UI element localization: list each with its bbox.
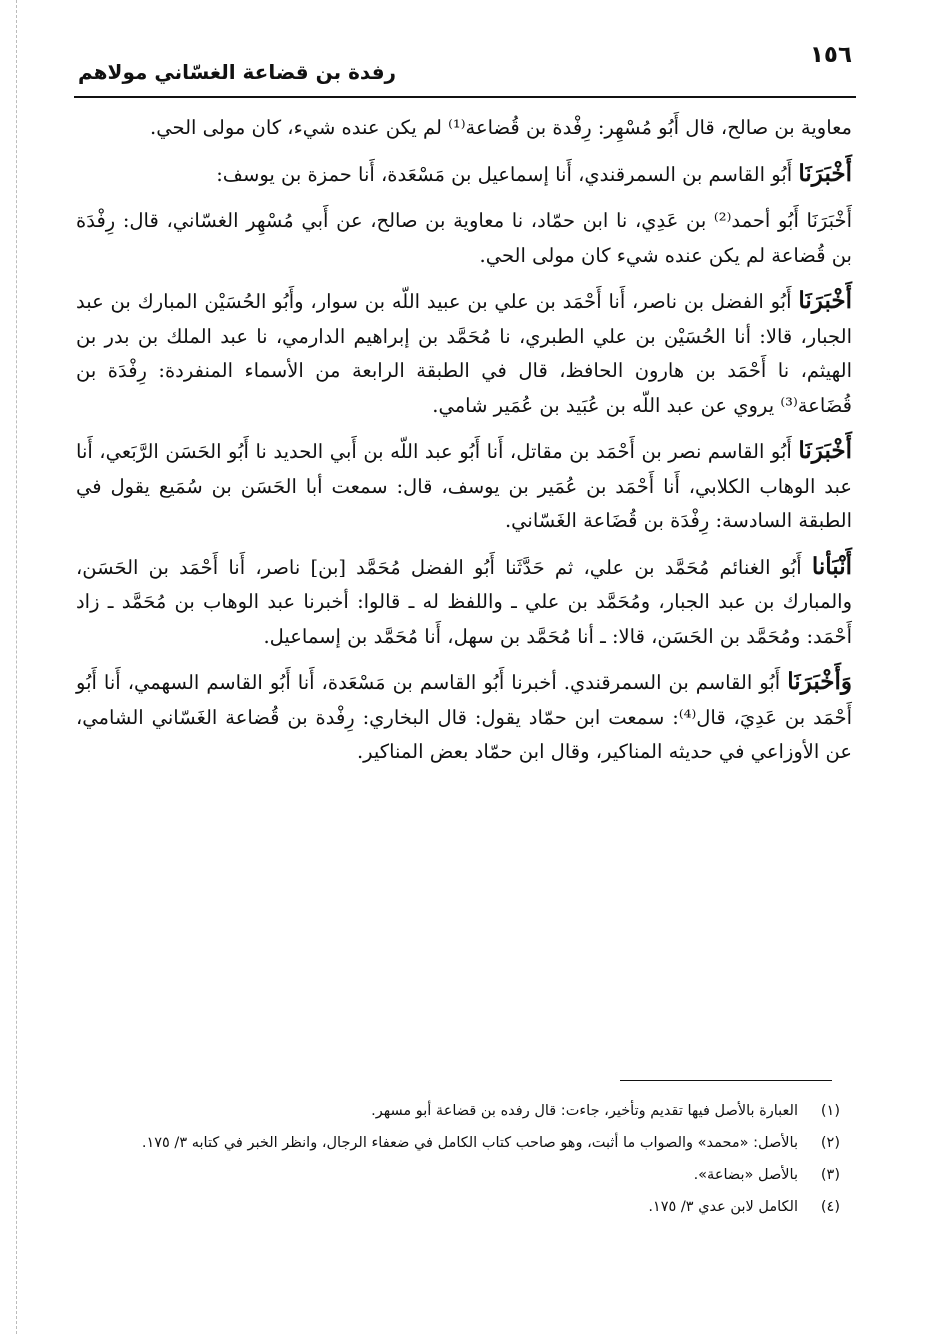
footnote-2: [76, 1130, 840, 1156]
paragraph-4: [76, 284, 852, 423]
footnote-number: (٤): [820, 1199, 840, 1215]
paragraph-5: [76, 434, 852, 539]
paragraph-lead: أَخْبَرَنَا: [798, 437, 852, 464]
footnote-number: (٣): [820, 1167, 840, 1183]
paragraph-text: أَبُو الغنائم مُحَمَّد بن علي، ثم حَدَّثَنا أَبُو الفضل مُحَمَّد [بن] ناصر، أَنا أَحْمَد بن الحَسَن، والمبارك بن عبد الجبار، ومُحَمَّد بن علي ـ واللفظ له ـ قالوا: أخبرنا عبد الوهاب بن مُحَمَّد ـ زاد أَحْمَد: ومُحَمَّد بن الحَسَن، قالا: ـ أنا مُحَمَّد بن سهل، أَنا مُحَمَّد بن إسماعيل.: [76, 555, 852, 648]
paragraph-6: [76, 550, 852, 655]
paragraph-lead: أَخْبَرَنَا: [798, 287, 852, 314]
paragraph-2: [76, 157, 852, 193]
footnote-text: الكامل لابن عدي ٣/ ١٧٥.: [648, 1199, 798, 1215]
page-number: ١٥٦: [809, 42, 852, 68]
paragraph-1: [76, 110, 852, 146]
paragraph-text: أَبُو القاسم بن السمرقندي، أَنا إسماعيل بن مَسْعَدة، أَنا حمزة بن يوسف:: [216, 162, 799, 186]
footnote-rule: [620, 1080, 832, 1081]
paragraph-lead: أَنْبَأنا: [811, 552, 852, 580]
footnote-1: [76, 1098, 840, 1124]
footnote-3: [76, 1162, 840, 1188]
paragraph-lead: أَخْبَرَنَا: [798, 159, 852, 187]
paragraph-text: أَبُو القاسم بن السمرقندي. أخبرنا أَبُو القاسم بن مَسْعَدة، أَنا أَبُو القاسم السهمي، أَنا أَبُو أَحْمَد بن عَدِيَ، قال⁽⁴⁾: سمعت ابن حمّاد يقول: قال البخاري: رِفْدة بن قُضاعة الغَسّاني الشامي، عن الأوزاعي في حديثه المناكير، وقال ابن حمّاد بعض المناكير.: [76, 671, 852, 763]
paragraph-7: [76, 665, 852, 770]
main-text: [76, 110, 852, 781]
header-rule: [74, 96, 856, 98]
paragraph-text: معاوية بن صالح، قال أَبُو مُسْهِر: رِفْدة بن قُضاعة⁽¹⁾ لم يكن عنده شيء، كان مولى الحي.: [150, 116, 852, 139]
footnote-4: [76, 1194, 840, 1220]
footnote-number: (٢): [820, 1135, 840, 1151]
paragraph-text: أَخْبَرَنَا أَبُو أحمد⁽²⁾ بن عَدِي، نا ابن حمّاد، نا معاوية بن صالح، عن أَبي مُسْهِر الغسّاني، قال: رِفْدَة بن قُضاعة لم يكن عنده شيء كان مولى الحي.: [76, 209, 852, 267]
footnote-number: (١): [820, 1103, 840, 1119]
running-title: رفدة بن قضاعة الغسّاني مولاهم: [78, 60, 397, 84]
footnote-text: بالأصل: «محمد» والصواب ما أثبت، وهو صاحب كتاب الكامل في ضعفاء الرجال، وانظر الخبر في كتابه ٣/ ١٧٥.: [141, 1135, 798, 1151]
paragraph-text: أَبُو القاسم نصر بن أَحْمَد بن مقاتل، أَنا أَبُو عبد اللّه بن أَبي الحديد نا أَبُو الحَسَن الرَّبَعي، أَنا عبد الوهاب الكلابي، أَنا أَحْمَد بن عُمَير بن يوسف، قال: سمعت أبا الحَسَن بن سُمَيع يقول في الطبقة السادسة: رِفْدَة بن قُضَاعة الغَسّاني.: [76, 440, 852, 532]
footnotes: [76, 1098, 840, 1226]
paragraph-lead: وَأَخْبَرَنَا: [787, 668, 852, 695]
paragraph-3: [76, 203, 852, 273]
scan-gutter-line: [16, 0, 17, 1334]
paragraph-text: أَبُو الفضل بن ناصر، أَنا أَحْمَد بن علي بن عبيد اللّه بن سوار، وأَبُو الحُسَيْن المبارك بن عبد الجبار، قالا: أنا الحُسَيْن بن علي الطبري، نا مُحَمَّد بن إبراهيم الدارمي، نا عبد الملك بن بدر بن الهيثم، نا أَحْمَد بن هارون الحافظ، قال في الطبقة الرابعة من الأسماء المنفردة: رِفْدَة بن قُضَاعة⁽³⁾ يروي عن عبد اللّه بن عُبَيد بن عُمَير شامي.: [76, 290, 852, 417]
footnote-text: العبارة بالأصل فيها تقديم وتأخير، جاءت: قال رفده بن قضاعة أبو مسهر.: [371, 1103, 798, 1119]
footnote-text: بالأصل «بضاعة».: [693, 1167, 798, 1183]
